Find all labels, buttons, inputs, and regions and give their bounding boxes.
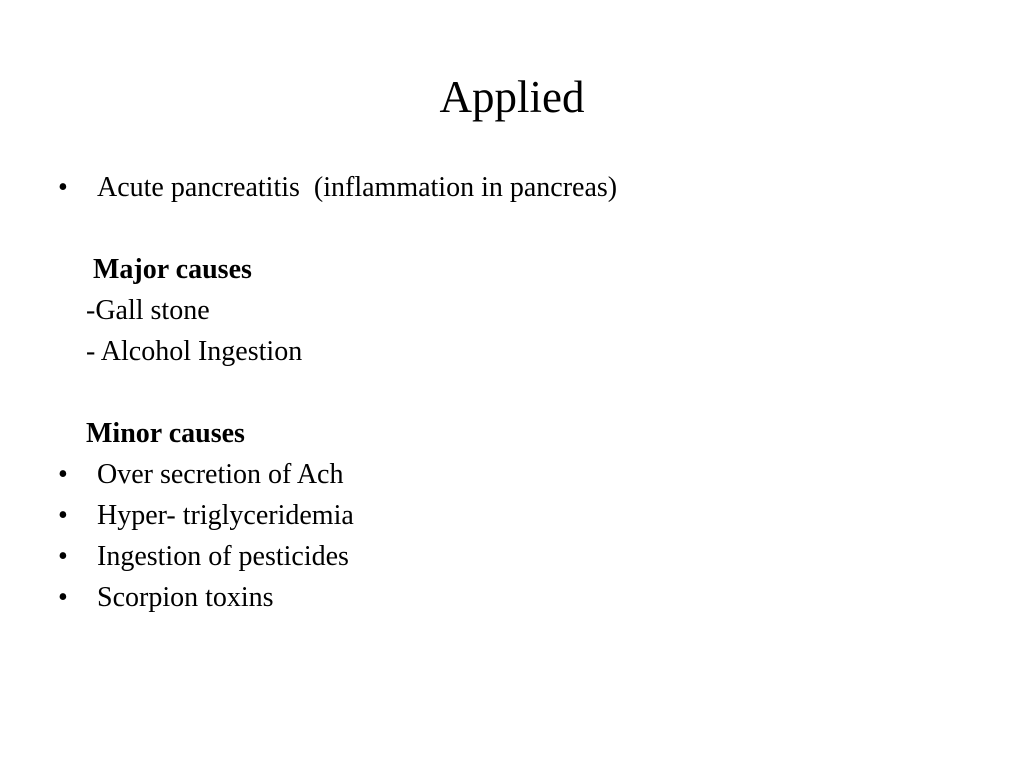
bullet-marker: • xyxy=(58,459,68,490)
intro-text: Acute pancreatitis (inflammation in pancreas) xyxy=(97,172,618,203)
major-causes-heading: Major causes xyxy=(93,254,252,285)
minor-cause-item: Hyper- triglyceridemia xyxy=(97,500,354,531)
major-cause-item: -Gall stone xyxy=(86,295,210,326)
bullet-marker: • xyxy=(58,541,68,572)
minor-cause-item: Over secretion of Ach xyxy=(97,459,344,490)
minor-cause-item: Scorpion toxins xyxy=(97,582,274,613)
bullet-marker: • xyxy=(58,500,68,531)
major-cause-item: - Alcohol Ingestion xyxy=(86,336,303,367)
slide-title: Applied xyxy=(439,72,585,122)
minor-causes-heading: Minor causes xyxy=(86,418,245,449)
bullet-marker: • xyxy=(58,582,68,613)
minor-cause-item: Ingestion of pesticides xyxy=(97,541,349,572)
bullet-marker: • xyxy=(58,172,68,203)
